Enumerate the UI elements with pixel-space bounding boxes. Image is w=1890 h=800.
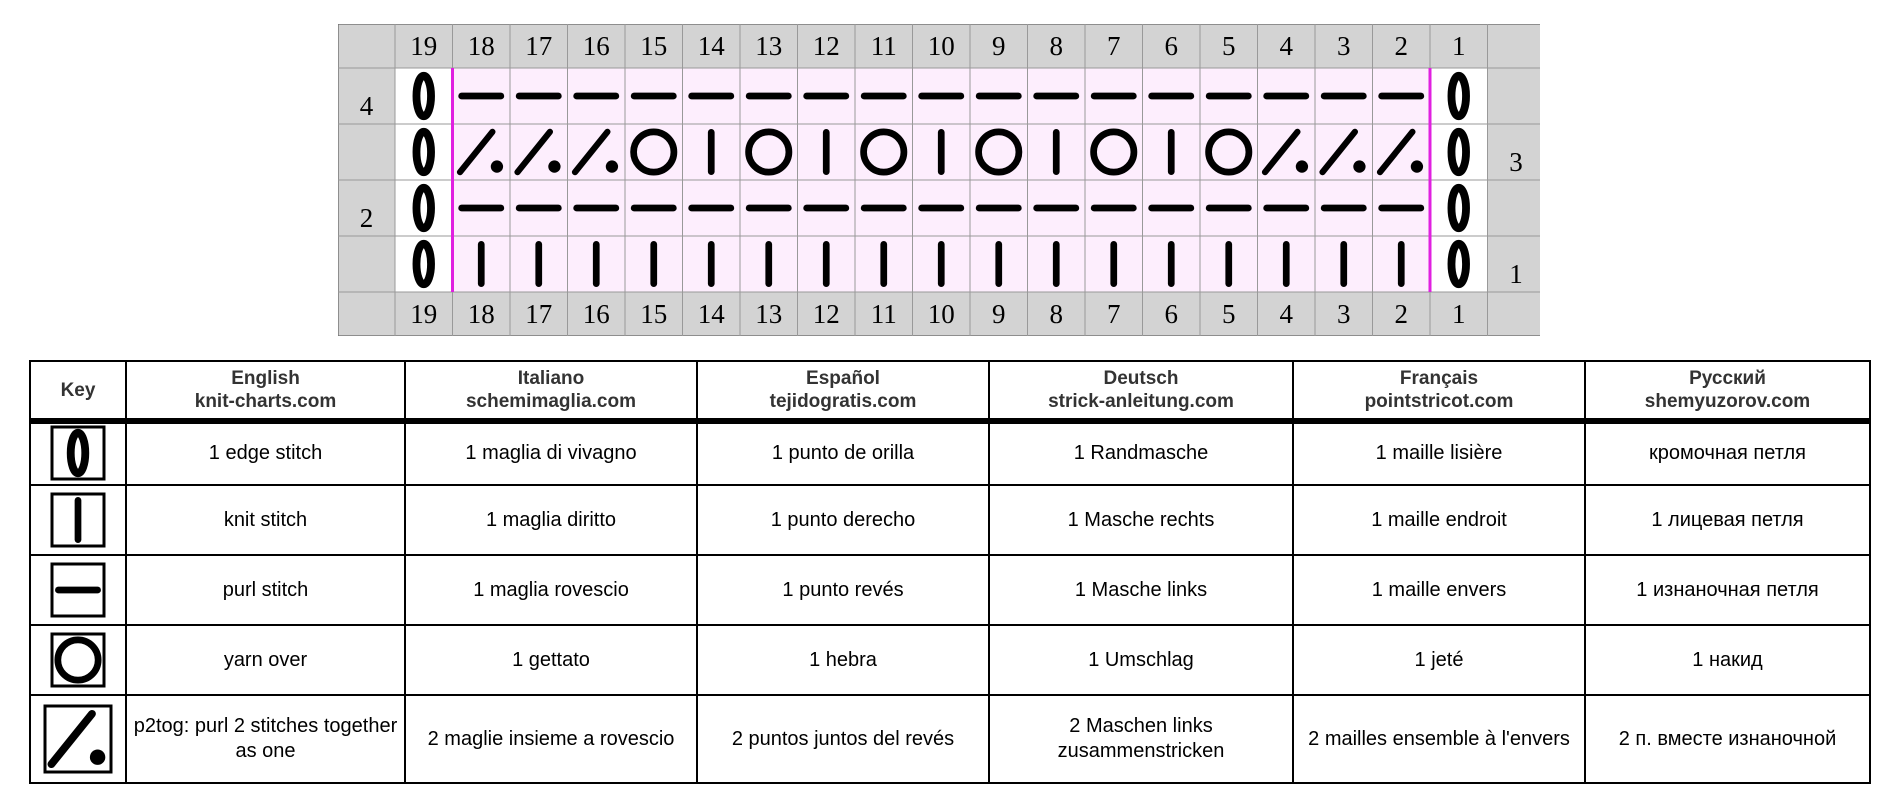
key-description: p2tog: purl 2 stitches together as one	[126, 695, 405, 783]
key-row	[30, 625, 1870, 695]
key-description: 1 лицевая петля	[1585, 485, 1870, 555]
key-symbol-cell	[30, 485, 126, 555]
key-symbol	[43, 704, 113, 774]
key-row	[30, 695, 1870, 783]
key-description: 2 maglie insieme a rovescio	[405, 695, 697, 783]
key-description: 1 Masche rechts	[989, 485, 1293, 555]
key-description: 1 hebra	[697, 625, 989, 695]
key-description: 1 maille endroit	[1293, 485, 1585, 555]
language-header	[1585, 361, 1870, 421]
key-description: 1 Randmasche	[989, 421, 1293, 485]
column-number-bottom: 17	[525, 299, 553, 329]
column-number-bottom: 15	[640, 299, 668, 329]
column-number-top: 13	[755, 31, 783, 61]
key-description: purl stitch	[126, 555, 405, 625]
key-symbol-cell	[30, 421, 126, 485]
key-symbol-cell	[30, 695, 126, 783]
key-description: 1 maille envers	[1293, 555, 1585, 625]
column-number-top: 2	[1394, 31, 1408, 61]
column-number-bottom: 13	[755, 299, 783, 329]
row-number-left: 4	[359, 91, 374, 121]
key-description: 1 jeté	[1293, 625, 1585, 695]
column-number-bottom: 9	[992, 299, 1006, 329]
key-description: 1 Masche links	[989, 555, 1293, 625]
column-number-bottom: 3	[1337, 299, 1351, 329]
language-header	[405, 361, 697, 421]
key-description: 2 mailles ensemble à l'envers	[1293, 695, 1585, 783]
language-header	[126, 361, 405, 421]
column-number-top: 16	[582, 31, 610, 61]
key-description: 1 punto derecho	[697, 485, 989, 555]
column-number-bottom: 5	[1222, 299, 1236, 329]
language-header	[989, 361, 1293, 421]
language-name: Español	[806, 368, 880, 389]
row-number-left: 2	[359, 203, 374, 233]
key-description: 1 накид	[1585, 625, 1870, 695]
language-name: Deutsch	[1103, 368, 1179, 389]
language-site: tejidogratis.com	[769, 391, 917, 412]
column-number-top: 6	[1164, 31, 1178, 61]
key-symbol	[50, 492, 106, 548]
language-name: Français	[1399, 368, 1479, 389]
key-description: 1 maglia diritto	[405, 485, 697, 555]
key-table	[29, 360, 1871, 784]
column-number-top: 18	[467, 31, 495, 61]
key-row	[30, 421, 1870, 485]
key-row	[30, 555, 1870, 625]
key-description: 1 punto de orilla	[697, 421, 989, 485]
column-number-top: 19	[410, 31, 438, 61]
key-description: 1 gettato	[405, 625, 697, 695]
language-site: pointstricot.com	[1364, 391, 1514, 412]
column-number-bottom: 7	[1107, 299, 1121, 329]
column-number-top: 10	[927, 31, 955, 61]
row-number-right: 1	[1509, 259, 1523, 289]
column-number-top: 9	[992, 31, 1006, 61]
column-number-bottom: 14	[697, 299, 725, 329]
key-description: knit stitch	[126, 485, 405, 555]
knitting-chart	[338, 24, 1540, 336]
column-number-top: 1	[1452, 31, 1466, 61]
language-name: Русский	[1689, 368, 1766, 389]
column-number-top: 15	[640, 31, 668, 61]
column-number-top: 12	[812, 31, 840, 61]
key-symbol	[50, 425, 106, 481]
language-header	[697, 361, 989, 421]
column-number-bottom: 11	[870, 299, 897, 329]
column-number-bottom: 16	[582, 299, 610, 329]
key-symbol-cell	[30, 555, 126, 625]
column-number-bottom: 4	[1279, 299, 1293, 329]
key-symbol	[50, 632, 106, 688]
key-header: Key	[30, 361, 126, 421]
language-site: shemyuzorov.com	[1644, 391, 1811, 412]
row-number-right: 3	[1509, 147, 1523, 177]
column-number-top: 5	[1222, 31, 1236, 61]
column-number-top: 7	[1107, 31, 1121, 61]
key-description: 1 Umschlag	[989, 625, 1293, 695]
language-site: knit-charts.com	[194, 391, 337, 412]
key-description: 1 изнаночная петля	[1585, 555, 1870, 625]
key-description: 2 Maschen links zusammenstricken	[989, 695, 1293, 783]
language-name: Italiano	[517, 368, 585, 389]
key-description: кромочная петля	[1585, 421, 1870, 485]
language-name: English	[231, 368, 300, 389]
column-number-bottom: 1	[1452, 299, 1466, 329]
key-description: 1 maille lisière	[1293, 421, 1585, 485]
key-description: 1 punto revés	[697, 555, 989, 625]
key-symbol-cell	[30, 625, 126, 695]
column-number-top: 14	[697, 31, 725, 61]
key-description: 1 maglia rovescio	[405, 555, 697, 625]
column-number-bottom: 12	[812, 299, 840, 329]
column-number-bottom: 18	[467, 299, 495, 329]
column-number-bottom: 10	[927, 299, 955, 329]
column-number-top: 4	[1279, 31, 1293, 61]
key-description: yarn over	[126, 625, 405, 695]
key-row	[30, 485, 1870, 555]
column-number-bottom: 2	[1394, 299, 1408, 329]
key-description: 2 п. вместе изнаночной	[1585, 695, 1870, 783]
key-description: 1 edge stitch	[126, 421, 405, 485]
key-table-header	[30, 361, 1870, 421]
column-number-bottom: 8	[1049, 299, 1063, 329]
key-description: 2 puntos juntos del revés	[697, 695, 989, 783]
key-description: 1 maglia di vivagno	[405, 421, 697, 485]
key-symbol	[50, 562, 106, 618]
column-number-bottom: 19	[410, 299, 438, 329]
column-number-top: 11	[870, 31, 897, 61]
language-site: strick-anleitung.com	[1048, 391, 1234, 412]
column-number-top: 3	[1337, 31, 1351, 61]
column-number-bottom: 6	[1164, 299, 1178, 329]
column-number-top: 17	[525, 31, 553, 61]
column-number-top: 8	[1049, 31, 1063, 61]
language-header	[1293, 361, 1585, 421]
language-site: schemimaglia.com	[465, 391, 637, 412]
